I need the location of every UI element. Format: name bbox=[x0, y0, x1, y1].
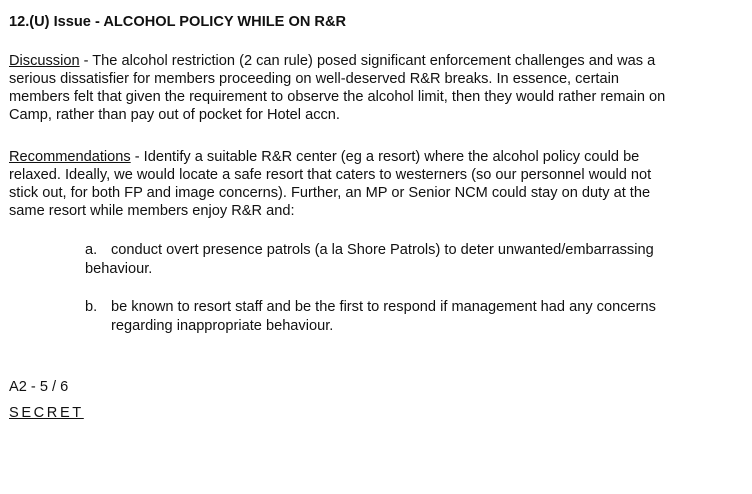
recommendations-paragraph bbox=[9, 148, 729, 220]
list-item-text: be known to resort staff and be the first to respond if management had any concerns bbox=[111, 299, 656, 315]
discussion-line: members felt that given the requirement to observe the alcohol limit, then they would rather remain on bbox=[9, 89, 666, 105]
recommendations-line: same resort while members enjoy R&R and: bbox=[9, 203, 295, 219]
list-item-line: regarding inappropriate behaviour. bbox=[111, 318, 334, 334]
list-item-line: behaviour. bbox=[85, 261, 153, 277]
issue-heading: 12.(U) Issue - ALCOHOL POLICY WHILE ON R&R bbox=[9, 14, 347, 30]
recommendations-lead: Recommendations bbox=[9, 149, 131, 165]
list-item-b bbox=[85, 298, 725, 336]
discussion-line bbox=[9, 52, 729, 70]
list-item-a bbox=[85, 241, 725, 279]
discussion-line: serious dissatisfier for members proceeding on well-deserved R&R breaks. In essence, certain bbox=[9, 71, 619, 87]
recommendations-line bbox=[9, 148, 729, 166]
discussion-lead: Discussion bbox=[9, 53, 80, 69]
list-item-text: conduct overt presence patrols (a la Shore Patrols) to deter unwanted/embarrassing bbox=[111, 242, 654, 258]
page-number: A2 - 5 / 6 bbox=[9, 379, 69, 395]
classification-marking: SECRET bbox=[9, 405, 84, 421]
list-item-line bbox=[85, 298, 725, 317]
discussion-line: Camp, rather than pay out of pocket for Hotel accn. bbox=[9, 107, 340, 123]
recommendations-text: - Identify a suitable R&R center (eg a resort) where the alcohol policy could be bbox=[130, 149, 640, 165]
discussion-text: - The alcohol restriction (2 can rule) posed significant enforcement challenges and was a bbox=[79, 53, 656, 69]
recommendations-line: stick out, for both FP and image concerns). Further, an MP or Senior NCM could stay on duty at the bbox=[9, 185, 651, 201]
recommendations-line: relaxed. Ideally, we would locate a safe resort that caters to westerners (so our personnel would not bbox=[9, 167, 652, 183]
list-marker: a. bbox=[85, 242, 98, 258]
discussion-paragraph bbox=[9, 52, 729, 124]
list-marker: b. bbox=[85, 299, 98, 315]
list-item-line bbox=[85, 241, 725, 260]
